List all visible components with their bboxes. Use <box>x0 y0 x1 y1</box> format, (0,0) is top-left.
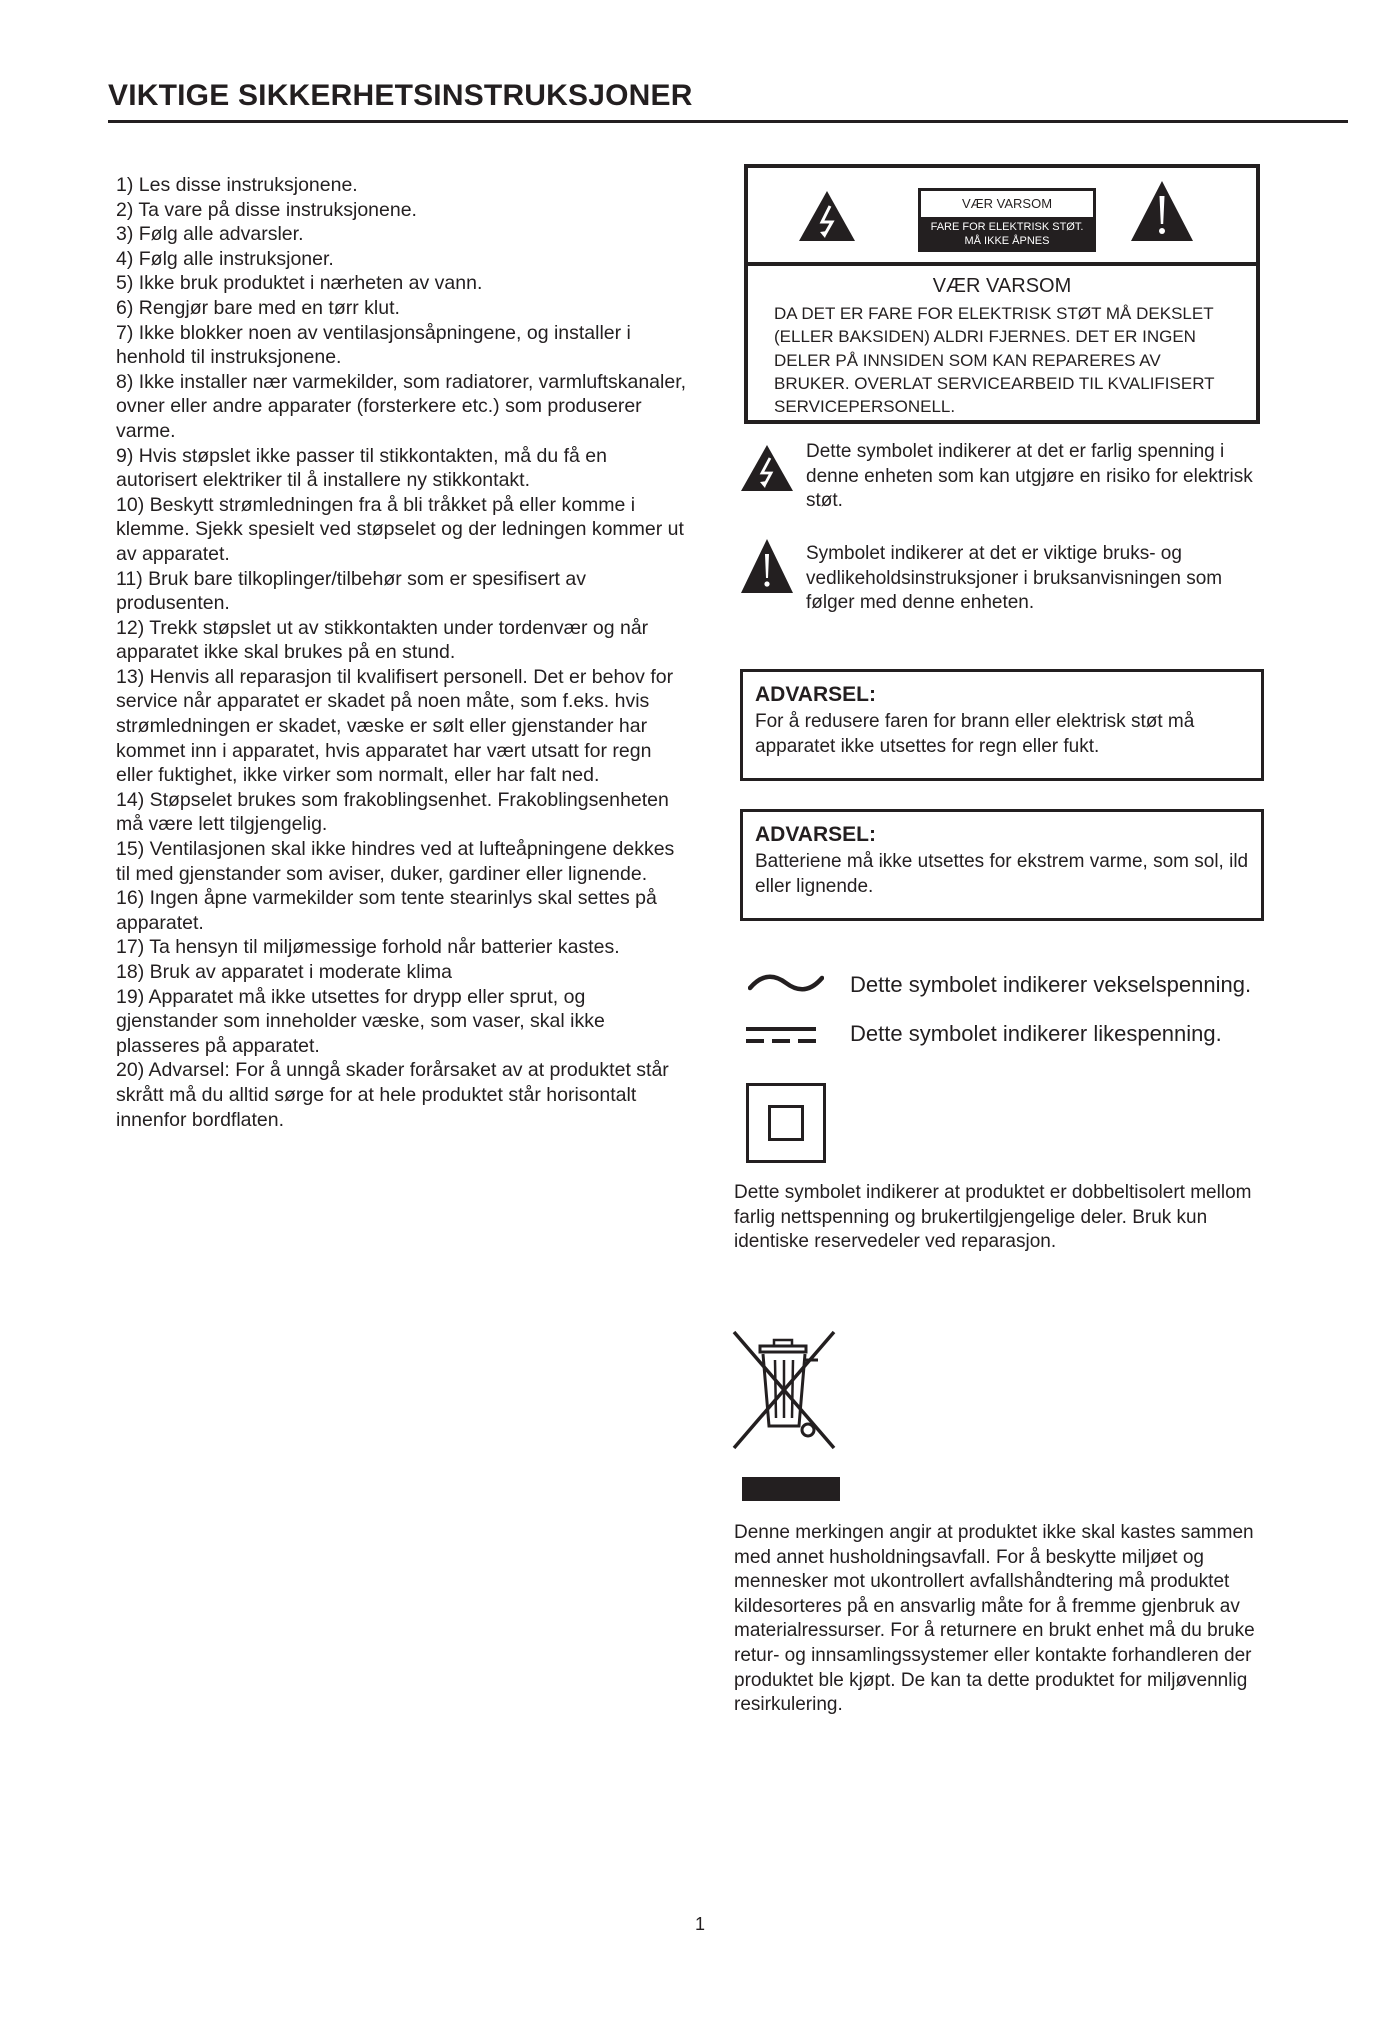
warning-text: For å redusere faren for brann eller elektrisk støt må apparatet ikke utsettes for regn eller fukt. <box>755 711 1195 757</box>
caution-label-area <box>748 168 1256 266</box>
exclamation-warning-icon <box>1130 180 1194 242</box>
instruction-item: 20) Advarsel: For å unngå skader forårsaket av at produktet står skrått må du alltid sørge for at hele produktet står horisontalt innenfor bordflaten. <box>116 1059 669 1131</box>
instruction-item: 13) Henvis all reparasjon til kvalifisert personell. Det er behov for service når apparatet er skadet på noen måte, som f.eks. hvis strømledningen er skadet, væske er sølt eller gjenstander har kommet inn i apparatet, hvis apparatet har vært utsatt for regn eller fuktighet, ikke virker som normalt, eller har falt ned. <box>116 665 674 787</box>
instruction-item: 12) Trekk støpslet ut av stikkontakten under tordenvær og når apparatet ikke skal brukes på en stund. <box>116 616 649 664</box>
direct-current-icon <box>746 1025 816 1047</box>
page-title: VIKTIGE SIKKERHETSINSTRUKSJONER <box>108 79 693 112</box>
dc-symbol-row <box>744 1019 1304 1053</box>
instruction-item: 9) Hvis støpslet ikke passer til stikkontakten, må du få en autorisert elektriker til å installere ny stikkontakt. <box>116 444 607 492</box>
caution-heading: VÆR VARSOM <box>932 275 1072 297</box>
crossed-out-wheelie-bin-icon <box>730 1326 838 1454</box>
caution-label-top: VÆR VARSOM <box>921 191 1093 217</box>
instruction-item: 8) Ikke installer nær varmekilder, som radiatorer, varmluftskanaler, ovner eller andre apparater (forsterkere etc.) som produserer varme. <box>116 370 687 442</box>
instruction-item: 11) Bruk bare tilkoplinger/tilbehør som er spesifisert av produsenten. <box>116 567 586 615</box>
electric-shock-warning-icon <box>740 444 794 492</box>
instruction-item: 18) Bruk av apparatet i moderate klima <box>116 961 452 983</box>
dc-symbol-text: Dette symbolet indikerer likespenning. <box>850 1021 1222 1046</box>
weee-bar <box>742 1477 840 1501</box>
weee-text: Denne merkingen angir at produktet ikke skal kastes sammen med annet husholdningsavfall. For å beskytte miljøet og mennesker mot ukontrollert avfallshåndtering må produktet kildesorteres på en ansvarlig måte for å fremme gjenbruk av materialressurser. For å returnere en brukt enhet må du bruke retur- og innsamlingssystemer eller kontakte forhandleren der produktet ble kjøpt. De kan ta dette produktet for miljøvennlig resirkulering. <box>734 1522 1255 1716</box>
instruction-item: 2) Ta vare på disse instruksjonene. <box>116 198 417 221</box>
double-insulation-icon <box>746 1083 826 1163</box>
title-rule <box>108 120 1348 123</box>
caution-label <box>918 188 1096 252</box>
instruction-item: 7) Ikke blokker noen av ventilasjonsåpningene, og installer i henhold til instruksjonene. <box>116 321 631 369</box>
double-insulation-inner-square <box>768 1105 804 1141</box>
instruction-item: 15) Ventilasjonen skal ikke hindres ved at lufteåpningene dekkes til med gjenstander som aviser, duker, gardiner eller lignende. <box>116 838 675 885</box>
warning-title: ADVARSEL: <box>755 823 876 846</box>
instruction-item: 10) Beskytt strømledningen fra å bli tråkket på eller komme i klemme. Sjekk spesielt ved støpselet og der ledningen kommer ut av apparatet. <box>116 493 684 565</box>
exclamation-warning-icon <box>740 538 794 594</box>
instruction-item: 16) Ingen åpne varmekilder som tente stearinlys skal settes på apparatet. <box>116 887 657 934</box>
electric-shock-warning-icon <box>798 190 856 242</box>
double-insulation-text: Dette symbolet indikerer at produktet er dobbeltisolert mellom farlig nettspenning og brukertilgjengelige deler. Bruk kun identiske reservedeler ved reparasjon. <box>734 1182 1252 1253</box>
instruction-item: 5) Ikke bruk produktet i nærheten av vann. <box>116 272 483 295</box>
caution-label-line: MÅ IKKE ÅPNES <box>964 235 1050 247</box>
ac-symbol-row <box>744 970 1304 1004</box>
caution-body: DA DET ER FARE FOR ELEKTRISK STØT MÅ DEKSLET (ELLER BAKSIDEN) ALDRI FJERNES. DET ER INGEN DELER PÅ INNSIDEN SOM KAN REPARERES AV BRUKER. OVERLAT SERVICEARBEID TIL KVALIFISERT SERVICEPERSONELL. <box>774 304 1215 417</box>
exclamation-symbol-text: Symbolet indikerer at det er viktige bruks- og vedlikeholdsinstruksjoner i bruksanvisningen som følger med denne enheten. <box>806 543 1223 614</box>
alternating-current-icon <box>748 972 824 994</box>
warning-text: Batteriene må ikke utsettes for ekstrem varme, som sol, ild eller lignende. <box>755 851 1249 897</box>
warning-box-batteries <box>740 809 1264 921</box>
page-number: 1 <box>694 1914 705 1934</box>
caution-label-bottom <box>918 220 1096 248</box>
instruction-item: 17) Ta hensyn til miljømessige forhold når batterier kastes. <box>116 936 620 959</box>
caution-label-line: FARE FOR ELEKTRISK STØT. <box>930 221 1084 233</box>
instruction-item: 14) Støpselet brukes som frakoblingsenhet. Frakoblingsenheten må være lett tilgjengelig. <box>116 788 669 836</box>
bolt-symbol-text: Dette symbolet indikerer at det er farlig spenning i denne enheten som kan utgjøre en risiko for elektrisk støt. <box>806 441 1253 512</box>
bolt-symbol-row <box>740 440 1280 520</box>
warning-title: ADVARSEL: <box>755 683 876 706</box>
exclamation-symbol-row <box>740 542 1280 622</box>
instruction-item: 19) Apparatet må ikke utsettes for drypp eller sprut, og gjenstander som inneholder væske, som vaser, skal ikke plasseres på apparatet. <box>116 985 605 1057</box>
instruction-item: 6) Rengjør bare med en tørr klut. <box>116 296 400 319</box>
warning-box-moisture <box>740 669 1264 781</box>
instruction-item: 1) Les disse instruksjonene. <box>116 174 358 196</box>
ac-symbol-text: Dette symbolet indikerer vekselspenning. <box>850 972 1252 997</box>
instruction-list <box>116 173 688 1132</box>
caution-box <box>744 164 1260 424</box>
instruction-item: 3) Følg alle advarsler. <box>116 223 304 246</box>
instruction-item: 4) Følg alle instruksjoner. <box>116 247 334 270</box>
